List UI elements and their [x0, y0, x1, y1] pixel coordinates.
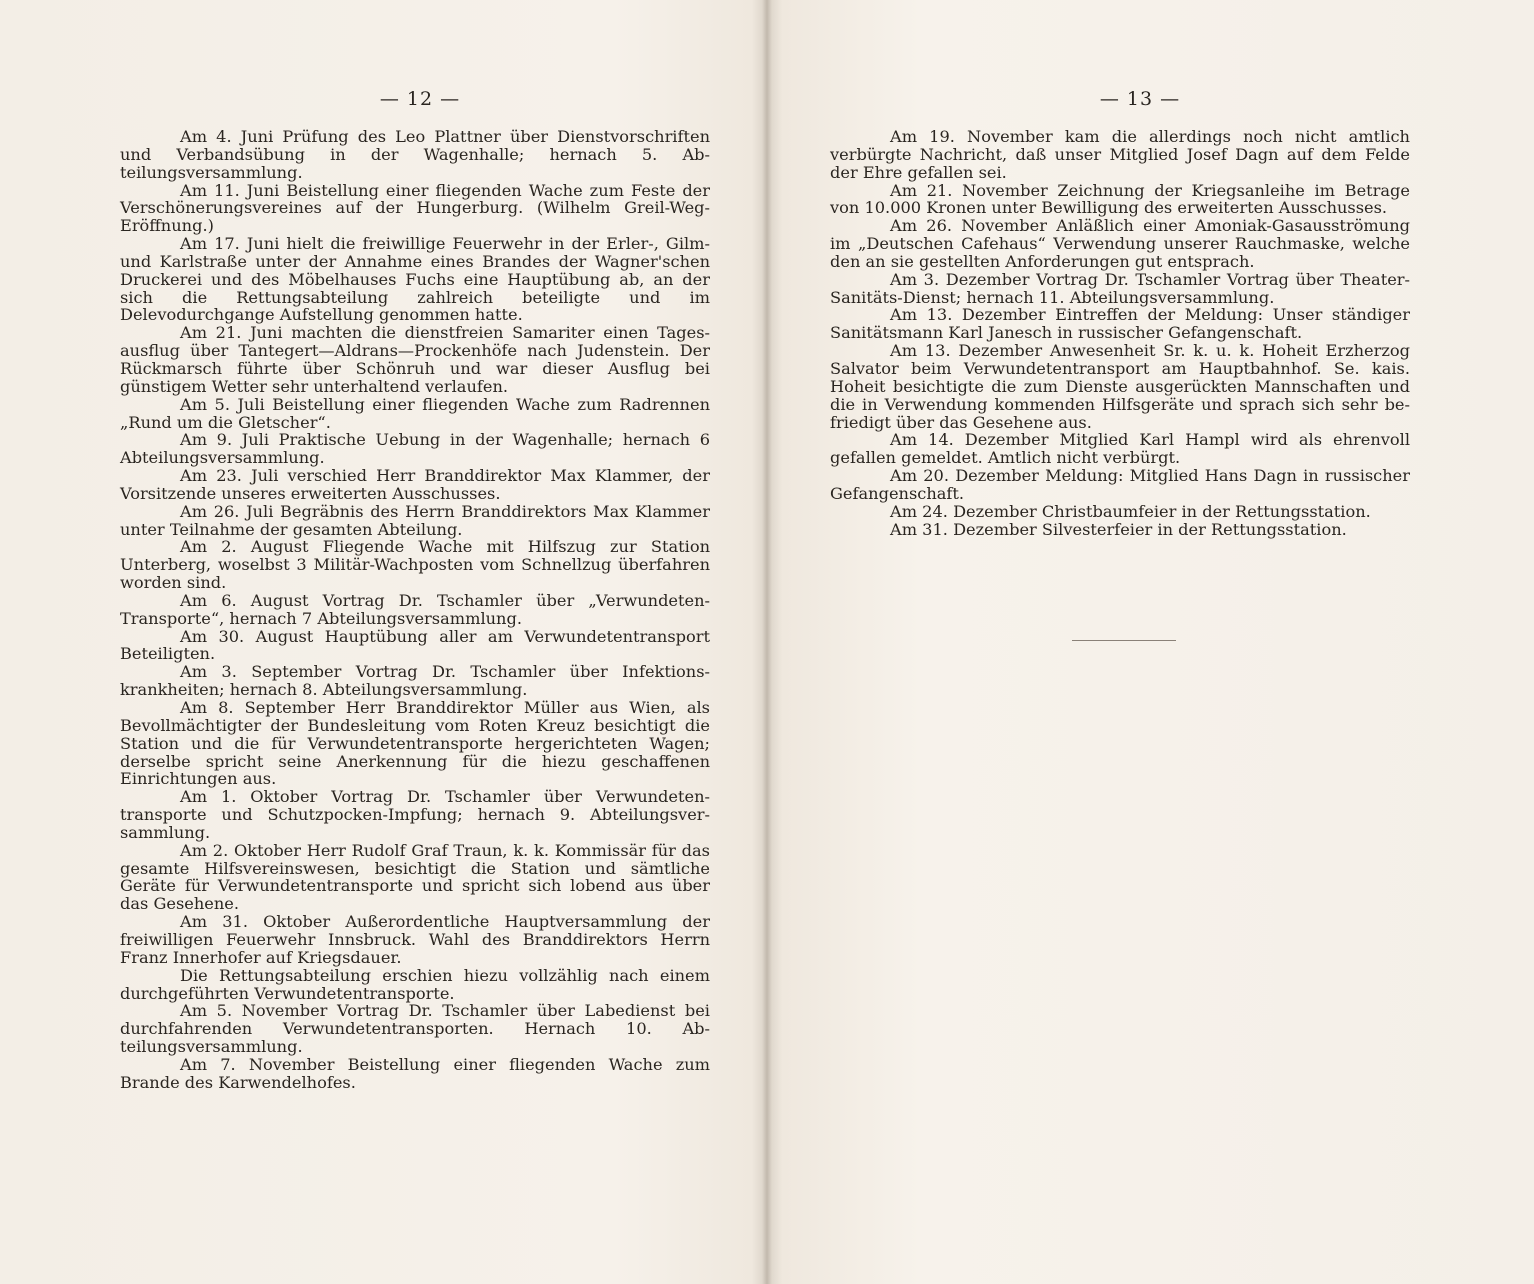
paragraph: Am 2. Oktober Herr Rudolf Graf Traun, k. k. Kommissär für das gesamte Hilfsvereinswesen, besichtigt die Station und sämtliche Geräte für Verwundetentransporte und spricht sich lobend aus über das Gesehene.	[120, 840, 710, 914]
paragraph: Am 8. September Herr Branddirektor Müller aus Wien, als Bevollmächtigter der Bundesleitung vom Roten Kreuz besichtigt die Station und die für Verwundetentransporte hergerichteten Wagen; derselbe spricht seine Anerkennung für die hiezu geschaffenen Einrichtungen aus.	[120, 698, 710, 789]
paragraph: Am 3. Dezember Vortrag Dr. Tschamler Vortrag über Theater-Sanitäts-Dienst; hernach 11. Abteilungsversammlung.	[830, 269, 1410, 307]
paragraph: Am 6. August Vortrag Dr. Tschamler über „Verwundeten-Transporte“, hernach 7 Abteilungsversammlung.	[120, 590, 710, 628]
paragraph: Am 5. Juli Beistellung einer fliegenden Wache zum Radrennen „Rund um die Gletscher“.	[120, 394, 710, 432]
paragraph: Am 24. Dezember Christbaumfeier in der Rettungsstation.	[890, 501, 1371, 521]
paragraph: Am 26. November Anläßlich einer Amoniak-Gasausströmung im „Deutschen Cafehaus“ Verwendung unserer Rauchmaske, welche den an sie gestellten Anforderungen gut entsprach.	[830, 216, 1410, 271]
paragraph: Am 14. Dezember Mitglied Karl Hampl wird als ehrenvoll gefallen gemeldet. Amtlich nicht verbürgt.	[830, 430, 1410, 468]
paragraph: Am 7. November Beistellung einer fliegenden Wache zum Brande des Karwendelhofes.	[120, 1054, 710, 1092]
paragraph: Am 19. November kam die allerdings noch nicht amtlich verbürgte Nachricht, daß unser Mitglied Josef Dagn auf dem Felde der Ehre gefallen sei.	[830, 127, 1410, 182]
paragraph: Am 23. Juli verschied Herr Branddirektor Max Klammer, der Vorsitzende unseres erweiterten Ausschusses.	[120, 466, 710, 503]
paragraph: Am 31. Oktober Außerordentliche Hauptversammlung der freiwilligen Feuerwehr Innsbruck. Wahl des Branddirektors Herrn Franz Innerhofer auf Kriegsdauer.	[120, 912, 710, 967]
paragraph: Am 13. Dezember Eintreffen der Meldung: Unser ständiger Sanitätsmann Karl Janesch in russischer Gefangenschaft.	[830, 305, 1410, 343]
paragraph: Am 2. August Fliegende Wache mit Hilfszug zur Station Unterberg, woselbst 3 Militär-Wachposten vom Schnellzug überfahren worden sind.	[120, 537, 710, 593]
page-number: — 13 —	[1099, 88, 1181, 110]
paragraph: Am 9. Juli Praktische Uebung in der Wagenhalle; hernach 6 Abteilungsversammlung.	[120, 430, 710, 468]
paragraph: Am 21. November Zeichnung der Kriegsanleihe im Betrage von 10.000 Kronen unter Bewilligung des erweiterten Ausschusses.	[830, 180, 1410, 218]
page-number: — 12 —	[379, 88, 461, 110]
left-page	[0, 0, 766, 1284]
paragraph: Die Rettungsabteilung erschien hiezu vollzählig nach einem durchgeführten Verwundetentransporte.	[120, 965, 710, 1003]
end-divider	[1072, 640, 1176, 641]
paragraph: Am 30. August Hauptübung aller am Verwundetentransport Beteiligten.	[120, 626, 710, 664]
paragraph: Am 26. Juli Begräbnis des Herrn Branddirektors Max Klammer unter Teilnahme der gesamten Abteilung.	[120, 501, 710, 539]
page-text	[830, 128, 1410, 538]
paragraph: Am 4. Juni Prüfung des Leo Plattner über Dienstvorschriften und Verbandsübung in der Wagenhalle; hernach 5. Abteilungsversammlung.	[120, 127, 710, 182]
right-page	[768, 0, 1534, 1284]
paragraph: Am 31. Dezember Silvesterfeier in der Rettungsstation.	[890, 519, 1347, 539]
paragraph: Am 5. November Vortrag Dr. Tschamler über Labedienst bei durchfahrenden Verwundetentransporten. Hernach 10. Abteilungsversammlung.	[120, 1001, 710, 1057]
page-text	[120, 128, 710, 1092]
paragraph: Am 20. Dezember Meldung: Mitglied Hans Dagn in russischer Gefangenschaft.	[830, 466, 1410, 503]
paragraph: Am 3. September Vortrag Dr. Tschamler über Infektionskrankheiten; hernach 8. Abteilungsversammlung.	[120, 662, 710, 700]
paragraph: Am 17. Juni hielt die freiwillige Feuerwehr in der Erler-, Gilm- und Karlstraße unter der Annahme eines Brandes der Wagner'schen Druckerei und des Möbelhauses Fuchs eine Hauptübung ab, an der sich die Rettungsabteilung zahlreich beteiligte und im Delevodurchgange Aufstellung genommen hatte.	[120, 234, 710, 325]
paragraph: Am 11. Juni Beistellung einer fliegenden Wache zum Feste der Verschönerungsvereines auf der Hungerburg. (Wilhelm Greil-Weg-Eröffnung.)	[120, 180, 710, 236]
paragraph: Am 21. Juni machten die dienstfreien Samariter einen Tagesausflug über Tantegert—Aldrans—Prockenhöfe nach Judenstein. Der Rückmarsch führte über Schönruh und war dieser Ausflug bei günstigem Wetter sehr unterhaltend verlaufen.	[120, 323, 710, 396]
paragraph: Am 13. Dezember Anwesenheit Sr. k. u. k. Hoheit Erzherzog Salvator beim Verwundetentransport am Hauptbahnhof. Se. kais. Hoheit besichtigte die zum Dienste ausgerückten Mannschaften und die in Verwendung kommenden Hilfsgeräte und sprach sich sehr befriedigt über das Gesehene aus.	[830, 341, 1410, 432]
paragraph: Am 1. Oktober Vortrag Dr. Tschamler über Verwundetentransporte und Schutzpocken-Impfung; hernach 9. Abteilungsversammlung.	[120, 787, 710, 842]
